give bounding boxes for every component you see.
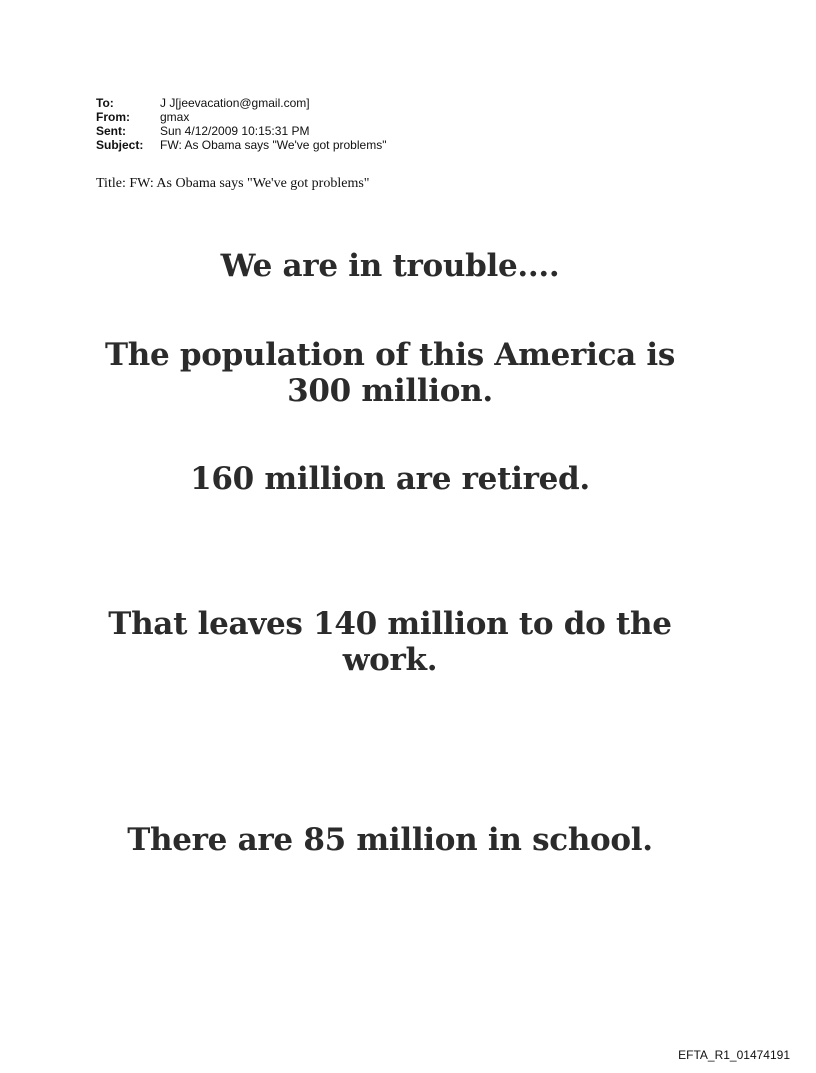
to-row [96,96,386,110]
body-line-population-cont: 300 million. [287,373,493,409]
to-value: J J[jeevacation@gmail.com] [160,96,310,110]
sent-value: Sun 4/12/2009 10:15:31 PM [160,124,310,138]
body-line-retired: 160 million are retired. [190,461,590,497]
sent-label: Sent: [96,124,126,138]
sent-row [96,124,386,138]
body-line-leaves: That leaves 140 million to do the [108,606,672,642]
body-line-population: The population of this America is [104,337,676,373]
email-header [96,96,386,152]
from-row [96,110,386,124]
to-label: To: [96,96,114,110]
subject-label: Subject: [96,138,144,152]
from-value: gmax [160,110,190,124]
body-line-trouble: We are in trouble.... [220,248,560,284]
body-line-school: There are 85 million in school. [127,822,653,858]
body-line-leaves-cont: work. [342,642,438,678]
title-line: Title: FW: As Obama says "We've got problems" [96,176,370,191]
from-label: From: [96,110,130,124]
document-id: EFTA_R1_01474191 [678,1048,790,1062]
subject-value: FW: As Obama says "We've got problems" [160,138,387,152]
subject-row [96,138,386,152]
